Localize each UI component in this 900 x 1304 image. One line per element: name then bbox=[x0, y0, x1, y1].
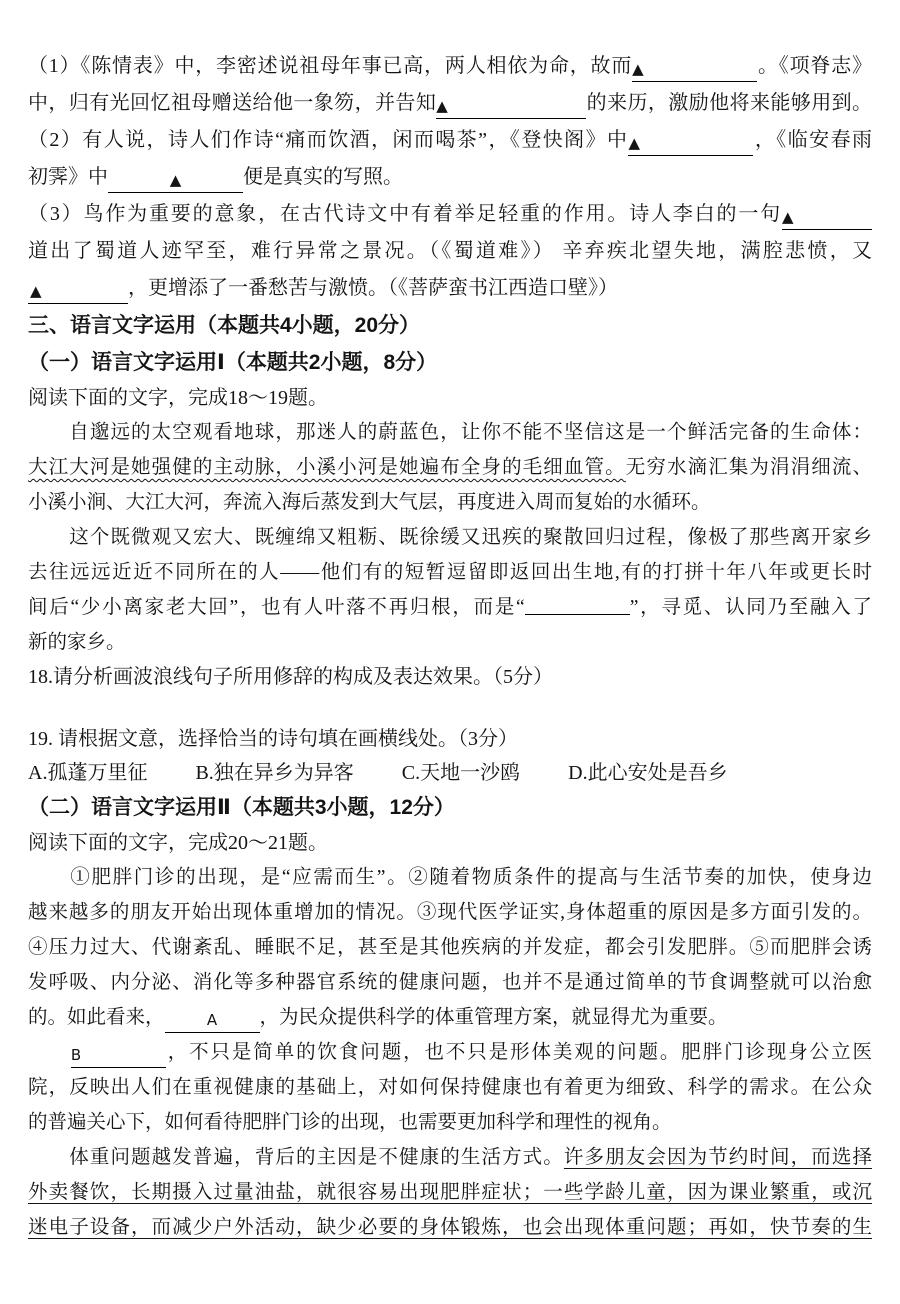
text-segment: 道出了蜀道人迹罕至，难行异常之景况。（《蜀道难》） 辛弃疾北望失地，满腔悲愤，又 bbox=[28, 240, 872, 262]
text-segment: ④压力过大、代谢紊乱、睡眠不足，甚至是其他疾病的并发症，都会引发肥胖。⑤而肥胖会诱 bbox=[28, 937, 872, 958]
text-segment bbox=[28, 1042, 71, 1063]
text-segment: ”，寻觅、认同乃至融入了 bbox=[629, 597, 873, 618]
text-line bbox=[28, 930, 872, 965]
option-d: D.此心安处是吾乡 bbox=[568, 762, 728, 784]
text-segment: 中，归有光回忆祖母赠送给他一象笏，并告知 bbox=[28, 92, 437, 114]
answer-blank: ▲ bbox=[28, 279, 128, 304]
text-line bbox=[28, 895, 872, 930]
text-line bbox=[28, 485, 872, 520]
text-line bbox=[28, 196, 872, 233]
text-line bbox=[28, 860, 872, 895]
text-line bbox=[28, 1140, 872, 1175]
text-segment: ，更增添了一番愁苦与激愤。（《菩萨蛮书江西造口壁》） bbox=[128, 277, 618, 299]
text-segment: 这个既微观又宏大、既缠绵又粗粝、既徐缓又迅疾的聚散回归过程，像极了那些离开家乡 bbox=[28, 527, 872, 548]
text-line bbox=[28, 1000, 872, 1035]
text-line bbox=[28, 85, 872, 122]
text-segment: 去往远远近近不同所在的人——他们有的短暂逗留即返回出生地,有的打拼十年八年或更长时 bbox=[28, 562, 872, 583]
text-segment: 体重问题越发普遍，背后的主因是不健康的生活方式。 bbox=[28, 1147, 564, 1168]
underlined-text-segment: 外卖餐饮，长期摄入过量油盐，就很容易出现肥胖症状；一些学龄儿童，因为课业繁重，或沉 bbox=[28, 1182, 872, 1203]
text-segment: 新的家乡。 bbox=[28, 632, 126, 653]
answer-blank: ▲ bbox=[436, 94, 586, 119]
text-line bbox=[28, 270, 872, 307]
answer-blank: B bbox=[71, 1043, 166, 1068]
passage-2-paragraph-3 bbox=[28, 1140, 872, 1245]
passage-2-paragraph-2 bbox=[28, 1035, 872, 1140]
text-segment: 初霁》中 bbox=[28, 166, 108, 188]
reading-instruction-2: 阅读下面的文字，完成20～21题。 bbox=[28, 832, 328, 854]
text-segment: 无穷水滴汇集为涓涓细流、 bbox=[625, 457, 872, 478]
text-line bbox=[28, 1035, 872, 1070]
text-segment: 便是真实的写照。 bbox=[243, 166, 403, 188]
text-line bbox=[28, 1175, 872, 1210]
text-segment: 的来历，激励他将来能够用到。 bbox=[586, 92, 873, 114]
text-line bbox=[28, 415, 872, 450]
text-line bbox=[28, 965, 872, 1000]
text-segment: 发呼吸、内分泌、消化等多种器官系统的健康问题，也并不是通过简单的节食调整就可以治愈 bbox=[28, 972, 872, 993]
answer-blank: ▲ bbox=[108, 168, 243, 193]
language-use-section bbox=[28, 307, 872, 1245]
answer-blank bbox=[525, 590, 630, 615]
answer-blank: ▲ bbox=[628, 131, 753, 156]
text-segment: （1）《陈情表》中，李密述说祖母年事已高，两人相依为命，故而 bbox=[28, 55, 633, 77]
passage-1-paragraph-2 bbox=[28, 520, 872, 660]
text-line bbox=[28, 1070, 872, 1105]
text-segment: ，不只是简单的饮食问题，也不只是形体美观的问题。肥胖门诊现身公立医 bbox=[165, 1042, 872, 1063]
text-line bbox=[28, 159, 872, 196]
text-segment: 自邈远的太空观看地球，那迷人的蔚蓝色，让你不能不坚信这是一个鲜活完备的生命体： bbox=[28, 422, 872, 443]
option-a: A.孤蓬万里征 bbox=[28, 762, 148, 784]
text-line bbox=[28, 625, 872, 660]
text-segment: ，《临安春雨 bbox=[753, 129, 872, 151]
question-18: 18.请分析画波浪线句子所用修辞的构成及表达效果。（5分） bbox=[28, 666, 553, 688]
answer-blank: A bbox=[165, 1008, 260, 1033]
text-line bbox=[28, 1105, 872, 1140]
text-line bbox=[28, 1210, 872, 1245]
answer-blank: ▲ bbox=[632, 57, 757, 82]
text-line bbox=[28, 590, 872, 625]
text-line bbox=[28, 555, 872, 590]
question-19: 19. 请根据文意，选择恰当的诗句填在画横线处。（3分） bbox=[28, 728, 518, 750]
text-segment: ，为民众提供科学的体重管理方案，就显得尤为重要。 bbox=[259, 1007, 728, 1028]
reading-instruction-1: 阅读下面的文字，完成18～19题。 bbox=[28, 387, 328, 409]
passage-2-paragraph-1 bbox=[28, 860, 872, 1035]
section-heading: 三、语言文字运用（本题共4小题，20分） bbox=[28, 314, 421, 337]
option-b: B.独在异乡为异客 bbox=[195, 762, 354, 784]
text-line bbox=[28, 48, 872, 85]
option-c: C.天地一沙鸥 bbox=[401, 762, 521, 784]
text-line bbox=[28, 233, 872, 270]
text-line bbox=[28, 520, 872, 555]
text-segment: 小溪小涧、大江大河，奔流入海后蒸发到大气层，再度进入周而复始的水循环。 bbox=[28, 492, 711, 513]
passage-1-paragraph-1 bbox=[28, 415, 872, 520]
text-segment: 的普遍关心下，如何看待肥胖门诊的出现，也需要更加科学和理性的视角。 bbox=[28, 1112, 672, 1133]
text-line bbox=[28, 122, 872, 159]
subsection-1-heading: （一）语言文字运用Ⅰ（本题共2小题，8分） bbox=[28, 351, 438, 374]
options-row bbox=[28, 756, 872, 790]
text-segment: （3）鸟作为重要的意象，在古代诗文中有着举足轻重的作用。诗人李白的一句 bbox=[28, 203, 782, 225]
text-segment: （2）有人说，诗人们作诗“痛而饮酒，闲而喝茶”，《登快阁》中 bbox=[28, 129, 629, 151]
underlined-text-segment: 迷电子设备，而减少户外活动，缺少必要的身体锻炼，也会出现体重问题；再如，快节奏的生 bbox=[28, 1217, 872, 1238]
text-segment: 院，反映出人们在重视健康的基础上，对如何保持健康也有着更为细致、科学的需求。在公众 bbox=[28, 1077, 872, 1098]
text-segment: ①肥胖门诊的出现，是“应需而生”。②随着物质条件的提高与生活节奏的加快，使身边 bbox=[28, 867, 872, 888]
text-segment: 越来越多的朋友开始出现体重增加的情况。③现代医学证实,身体超重的原因是多方面引发的。 bbox=[28, 902, 872, 923]
underlined-text-segment: 大江大河是她强健的主动脉，小溪小河是她遍布全身的毛细血管。 bbox=[28, 457, 626, 478]
dictation-section bbox=[28, 48, 872, 307]
text-segment: 间后“少小离家老大回”，也有人叶落不再归根，而是“ bbox=[28, 597, 525, 618]
answer-blank: ▲ bbox=[782, 205, 872, 230]
underlined-text-segment: 许多朋友会因为节约时间，而选择 bbox=[563, 1147, 872, 1168]
text-segment: 的。如此看来， bbox=[28, 1007, 165, 1028]
text-segment: 。《项脊志》 bbox=[757, 55, 873, 77]
text-line bbox=[28, 450, 872, 485]
subsection-2-heading: （二）语言文字运用Ⅱ（本题共3小题，12分） bbox=[28, 796, 455, 819]
